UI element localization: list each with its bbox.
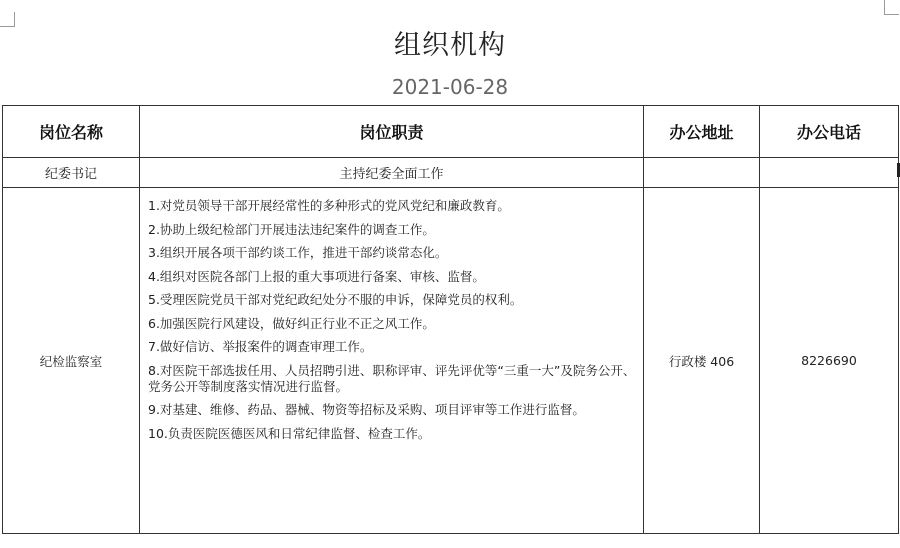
duty-item: 8.对医院干部选拔任用、人员招聘引进、职称评审、评先评优等“三重一大”及院务公开、党务公开等制度落实情况进行监督。 xyxy=(148,362,636,394)
duty-item: 1.对党员领导干部开展经常性的多种形式的党风党纪和廉政教育。 xyxy=(148,198,510,213)
header-position-name: 岗位名称 xyxy=(3,106,140,158)
position-name-cell: 纪委书记 xyxy=(3,158,140,188)
office-address-cell: 行政楼 406 xyxy=(644,188,760,534)
table-row xyxy=(3,158,899,188)
office-address-cell xyxy=(644,158,760,188)
duty-item: 6.加强医院行风建设，做好纠正行业不正之风工作。 xyxy=(148,315,435,331)
organization-table xyxy=(2,105,899,534)
duty-item: 2.协助上级纪检部门开展违法违纪案件的调查工作。 xyxy=(148,221,435,237)
duty-item: 9.对基建、维修、药品、器械、物资等招标及采购、项目评审等工作进行监督。 xyxy=(148,402,585,417)
document-date: 2021-06-28 xyxy=(391,75,509,99)
position-duty-cell: 主持纪委全面工作 xyxy=(140,158,644,188)
document-title: 组织机构 xyxy=(394,30,506,61)
duty-item: 10.负责医院医德医风和日常纪律监督、检查工作。 xyxy=(148,425,431,441)
duty-item: 3.组织开展各项干部约谈工作，推进干部约谈常态化。 xyxy=(148,245,448,260)
duty-item: 7.做好信访、举报案件的调查审理工作。 xyxy=(148,339,373,354)
header-office-phone: 办公电话 xyxy=(760,106,899,158)
header-office-address: 办公地址 xyxy=(644,106,760,158)
table-row xyxy=(3,188,899,534)
position-name-cell: 纪检监察室 xyxy=(3,188,140,534)
office-phone-cell: 8226690 xyxy=(760,188,899,534)
duty-item: 5.受理医院党员干部对党纪政纪处分不服的申诉，保障党员的权利。 xyxy=(148,292,523,307)
office-phone-cell xyxy=(760,158,899,188)
page-corner-mark-left xyxy=(0,12,15,27)
duty-item: 4.组织对医院各部门上报的重大事项进行备案、审核、监督。 xyxy=(148,268,485,284)
header-position-duty: 岗位职责 xyxy=(140,106,644,158)
page-corner-mark-right xyxy=(884,0,899,15)
duty-list xyxy=(148,198,637,442)
position-duty-cell xyxy=(140,188,644,534)
table-header-row xyxy=(3,106,899,158)
